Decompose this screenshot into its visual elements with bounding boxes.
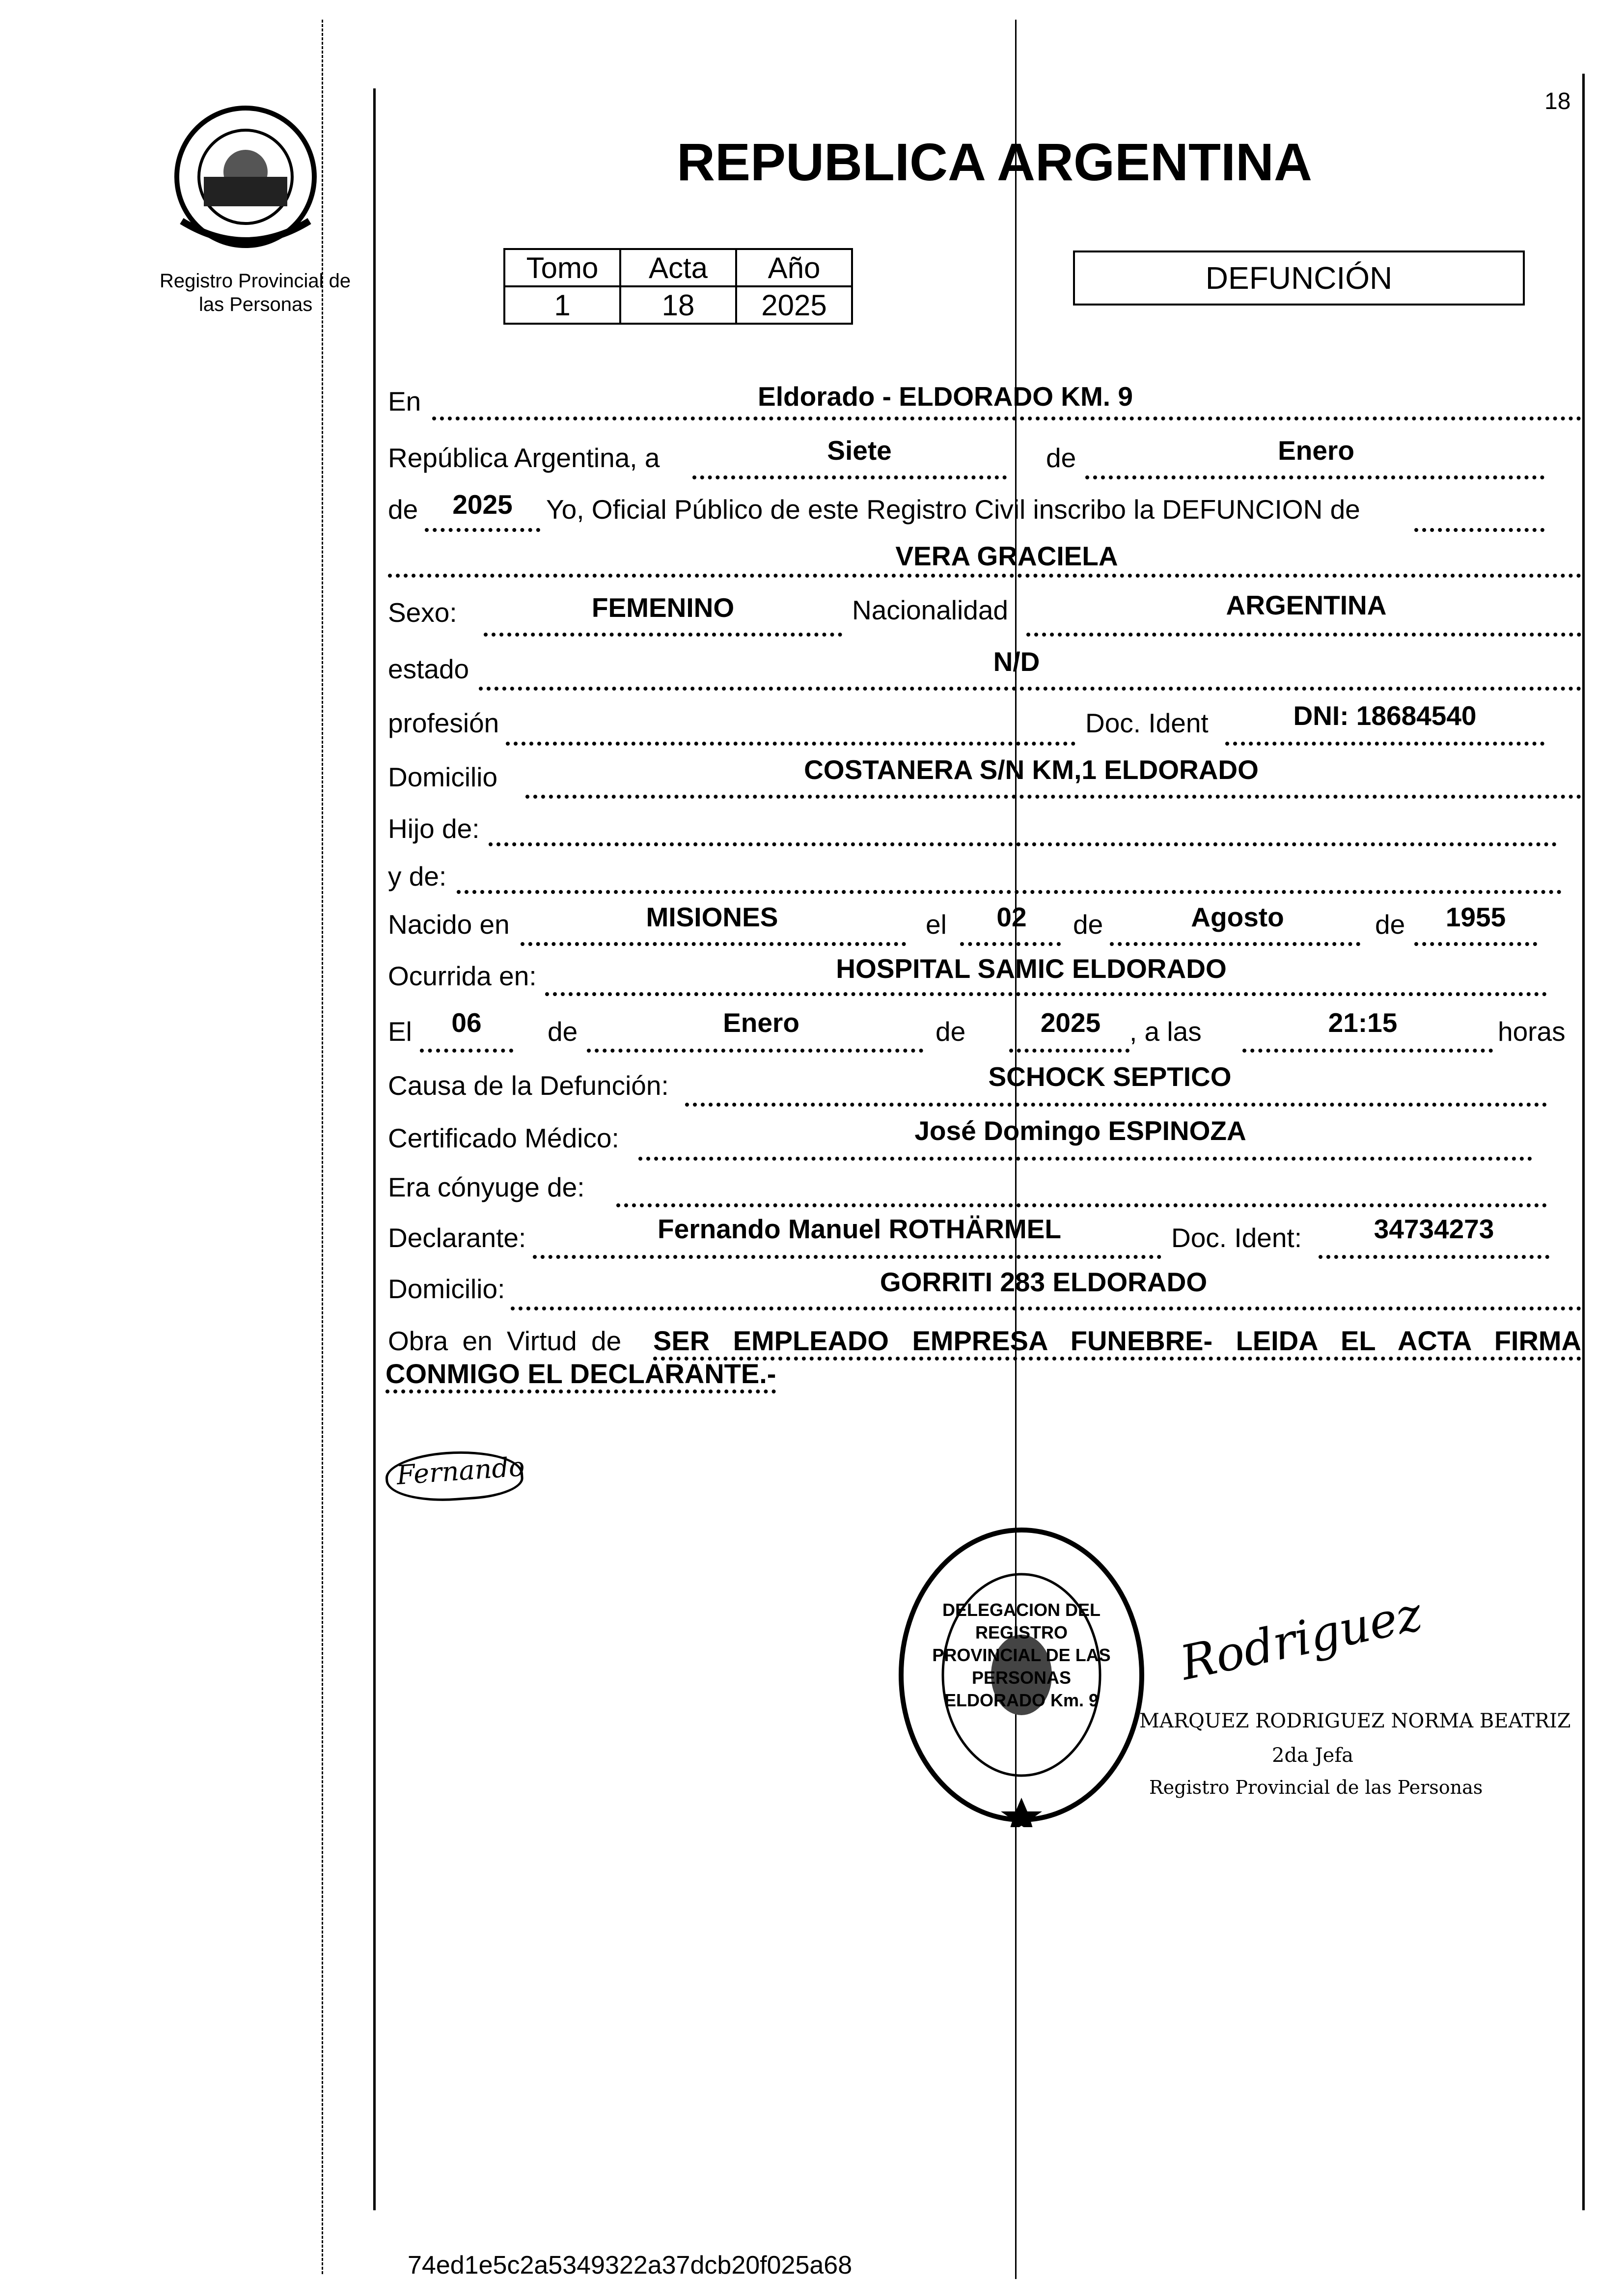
dots xyxy=(692,475,1007,479)
anio-header: Año xyxy=(736,249,852,286)
document-title: REPUBLICA ARGENTINA xyxy=(677,132,1312,192)
dots xyxy=(960,942,1061,946)
label-el: el xyxy=(926,909,947,940)
dots xyxy=(587,1049,923,1053)
label-conyuge: Era cónyuge de: xyxy=(388,1172,585,1202)
label-nacido-en: Nacido en xyxy=(388,909,510,940)
label-doc-ident: Doc. Ident xyxy=(1085,708,1209,738)
officer-office: Registro Provincial de las Personas xyxy=(1149,1777,1483,1798)
binding-line xyxy=(322,20,323,2274)
act-type-box: DEFUNCIÓN xyxy=(1073,250,1525,306)
dots xyxy=(545,992,1547,996)
death-day-value: 06 xyxy=(451,1007,482,1038)
dots xyxy=(479,687,1581,691)
declarant-address-value: GORRITI 283 ELDORADO xyxy=(880,1267,1208,1297)
obra-line1-value: SER EMPLEADO EMPRESA FUNEBRE- LEIDA EL ACTA FIRMA xyxy=(653,1325,1581,1361)
day-value: Siete xyxy=(827,435,892,466)
dots xyxy=(388,574,1581,578)
sex-value: FEMENINO xyxy=(591,592,735,623)
fold-line xyxy=(1015,20,1017,2279)
label-estado: estado xyxy=(388,654,469,684)
province-seal-icon xyxy=(162,103,329,255)
physician-value: José Domingo ESPINOZA xyxy=(914,1115,1246,1146)
dots xyxy=(616,1203,1547,1207)
officer-role: 2da Jefa xyxy=(1272,1744,1353,1767)
label-sexo: Sexo: xyxy=(388,597,457,628)
declarant-name-value: Fernando Manuel ROTHÄRMEL xyxy=(658,1214,1061,1244)
dots xyxy=(432,417,1581,420)
label-el: El xyxy=(388,1016,412,1047)
label-en: En xyxy=(388,386,421,417)
dots xyxy=(521,942,906,946)
stamp-text: DELEGACION DEL REGISTRO PROVINCIAL DE LAS PERSONAS ELDORADO Km. 9 xyxy=(932,1600,1111,1710)
dots xyxy=(511,1307,1581,1310)
death-year-value: 2025 xyxy=(1040,1007,1101,1038)
obra-line2-value: CONMIGO EL DECLARANTE.- xyxy=(385,1358,776,1393)
deceased-name: VERA GRACIELA xyxy=(895,541,1118,571)
dots xyxy=(420,1049,513,1053)
nationality-value: ARGENTINA xyxy=(1226,590,1387,620)
label-oficial: Yo, Oficial Público de este Registro Civil inscribo la DEFUNCION de xyxy=(546,494,1360,525)
label-de: de xyxy=(1073,909,1103,940)
dots xyxy=(685,1103,1547,1107)
dots xyxy=(1319,1255,1549,1259)
declarant-signature xyxy=(384,1446,524,1505)
acta-value: 18 xyxy=(620,286,736,324)
document-hash: 74ed1e5c2a5349322a37dcb20f025a68 xyxy=(408,2251,853,2280)
year-value: 2025 xyxy=(452,489,513,520)
label-horas: horas xyxy=(1498,1016,1566,1047)
place-value: Eldorado - ELDORADO KM. 9 xyxy=(758,381,1133,412)
label-profesion: profesión xyxy=(388,708,499,738)
death-place-value: HOSPITAL SAMIC ELDORADO xyxy=(836,953,1227,984)
label-de: de xyxy=(1375,909,1405,940)
dni-value: DNI: 18684540 xyxy=(1293,700,1477,731)
dots xyxy=(1110,942,1360,946)
address-value: COSTANERA S/N KM,1 ELDORADO xyxy=(804,754,1259,785)
birth-month-value: Agosto xyxy=(1191,902,1284,932)
dots xyxy=(1225,742,1544,746)
right-border-line xyxy=(1582,74,1585,2210)
birth-day-value: 02 xyxy=(996,902,1027,932)
acta-header: Acta xyxy=(620,249,736,286)
dots xyxy=(1242,1049,1493,1053)
declarant-doc-value: 34734273 xyxy=(1374,1214,1494,1244)
label-hijo-de: Hijo de: xyxy=(388,813,480,844)
registry-name-line1: Registro Provincial de xyxy=(160,270,351,292)
label-obra: Obra en Virtud de xyxy=(388,1326,622,1356)
declarant-signature-text: Fernando xyxy=(395,1451,526,1491)
birth-year-value: 1955 xyxy=(1445,902,1506,932)
death-month-value: Enero xyxy=(723,1007,799,1038)
label-republica: República Argentina, a xyxy=(388,443,660,473)
month-value: Enero xyxy=(1278,435,1354,466)
left-border-line xyxy=(373,88,376,2210)
dots xyxy=(457,890,1562,894)
label-de: de xyxy=(548,1016,578,1047)
label-y-de: y de: xyxy=(388,861,447,891)
label-declarante: Declarante: xyxy=(388,1223,526,1253)
label-certificado: Certificado Médico: xyxy=(388,1123,619,1153)
dots xyxy=(506,742,1075,746)
tomo-value: 1 xyxy=(504,286,620,324)
dots xyxy=(533,1255,1161,1259)
dots xyxy=(638,1157,1532,1161)
death-cause-value: SCHOCK SEPTICO xyxy=(988,1061,1232,1092)
label-nacionalidad: Nacionalidad xyxy=(852,595,1008,625)
dots xyxy=(1085,475,1544,479)
dots xyxy=(1009,1049,1129,1053)
label-de: de xyxy=(936,1016,966,1047)
dots xyxy=(484,633,842,637)
registry-table xyxy=(503,248,853,325)
label-ocurrida-en: Ocurrida en: xyxy=(388,961,537,991)
officer-name: MARQUEZ RODRIGUEZ NORMA BEATRIZ xyxy=(1139,1710,1571,1732)
death-time-value: 21:15 xyxy=(1328,1007,1398,1038)
label-de: de xyxy=(1046,443,1076,473)
label-domicilio: Domicilio: xyxy=(388,1274,505,1304)
officer-signature-text: Rodriguez xyxy=(1175,1586,1427,1691)
tomo-header: Tomo xyxy=(504,249,620,286)
dots xyxy=(1414,528,1544,532)
registry-name-line2: las Personas xyxy=(199,294,313,315)
dots xyxy=(1026,633,1581,637)
anio-value: 2025 xyxy=(736,286,852,324)
label-domicilio: Domicilio xyxy=(388,762,498,792)
label-de: de xyxy=(388,494,418,525)
civil-status-value: N/D xyxy=(993,646,1040,677)
label-a-las: , a las xyxy=(1129,1016,1202,1047)
dots xyxy=(1414,942,1537,946)
page-number: 18 xyxy=(1544,88,1571,114)
label-causa: Causa de la Defunción: xyxy=(388,1070,669,1101)
label-doc-ident: Doc. Ident: xyxy=(1171,1223,1302,1253)
dots xyxy=(425,528,540,532)
dots xyxy=(489,842,1557,846)
dots xyxy=(525,795,1581,799)
birthplace-value: MISIONES xyxy=(646,902,778,932)
